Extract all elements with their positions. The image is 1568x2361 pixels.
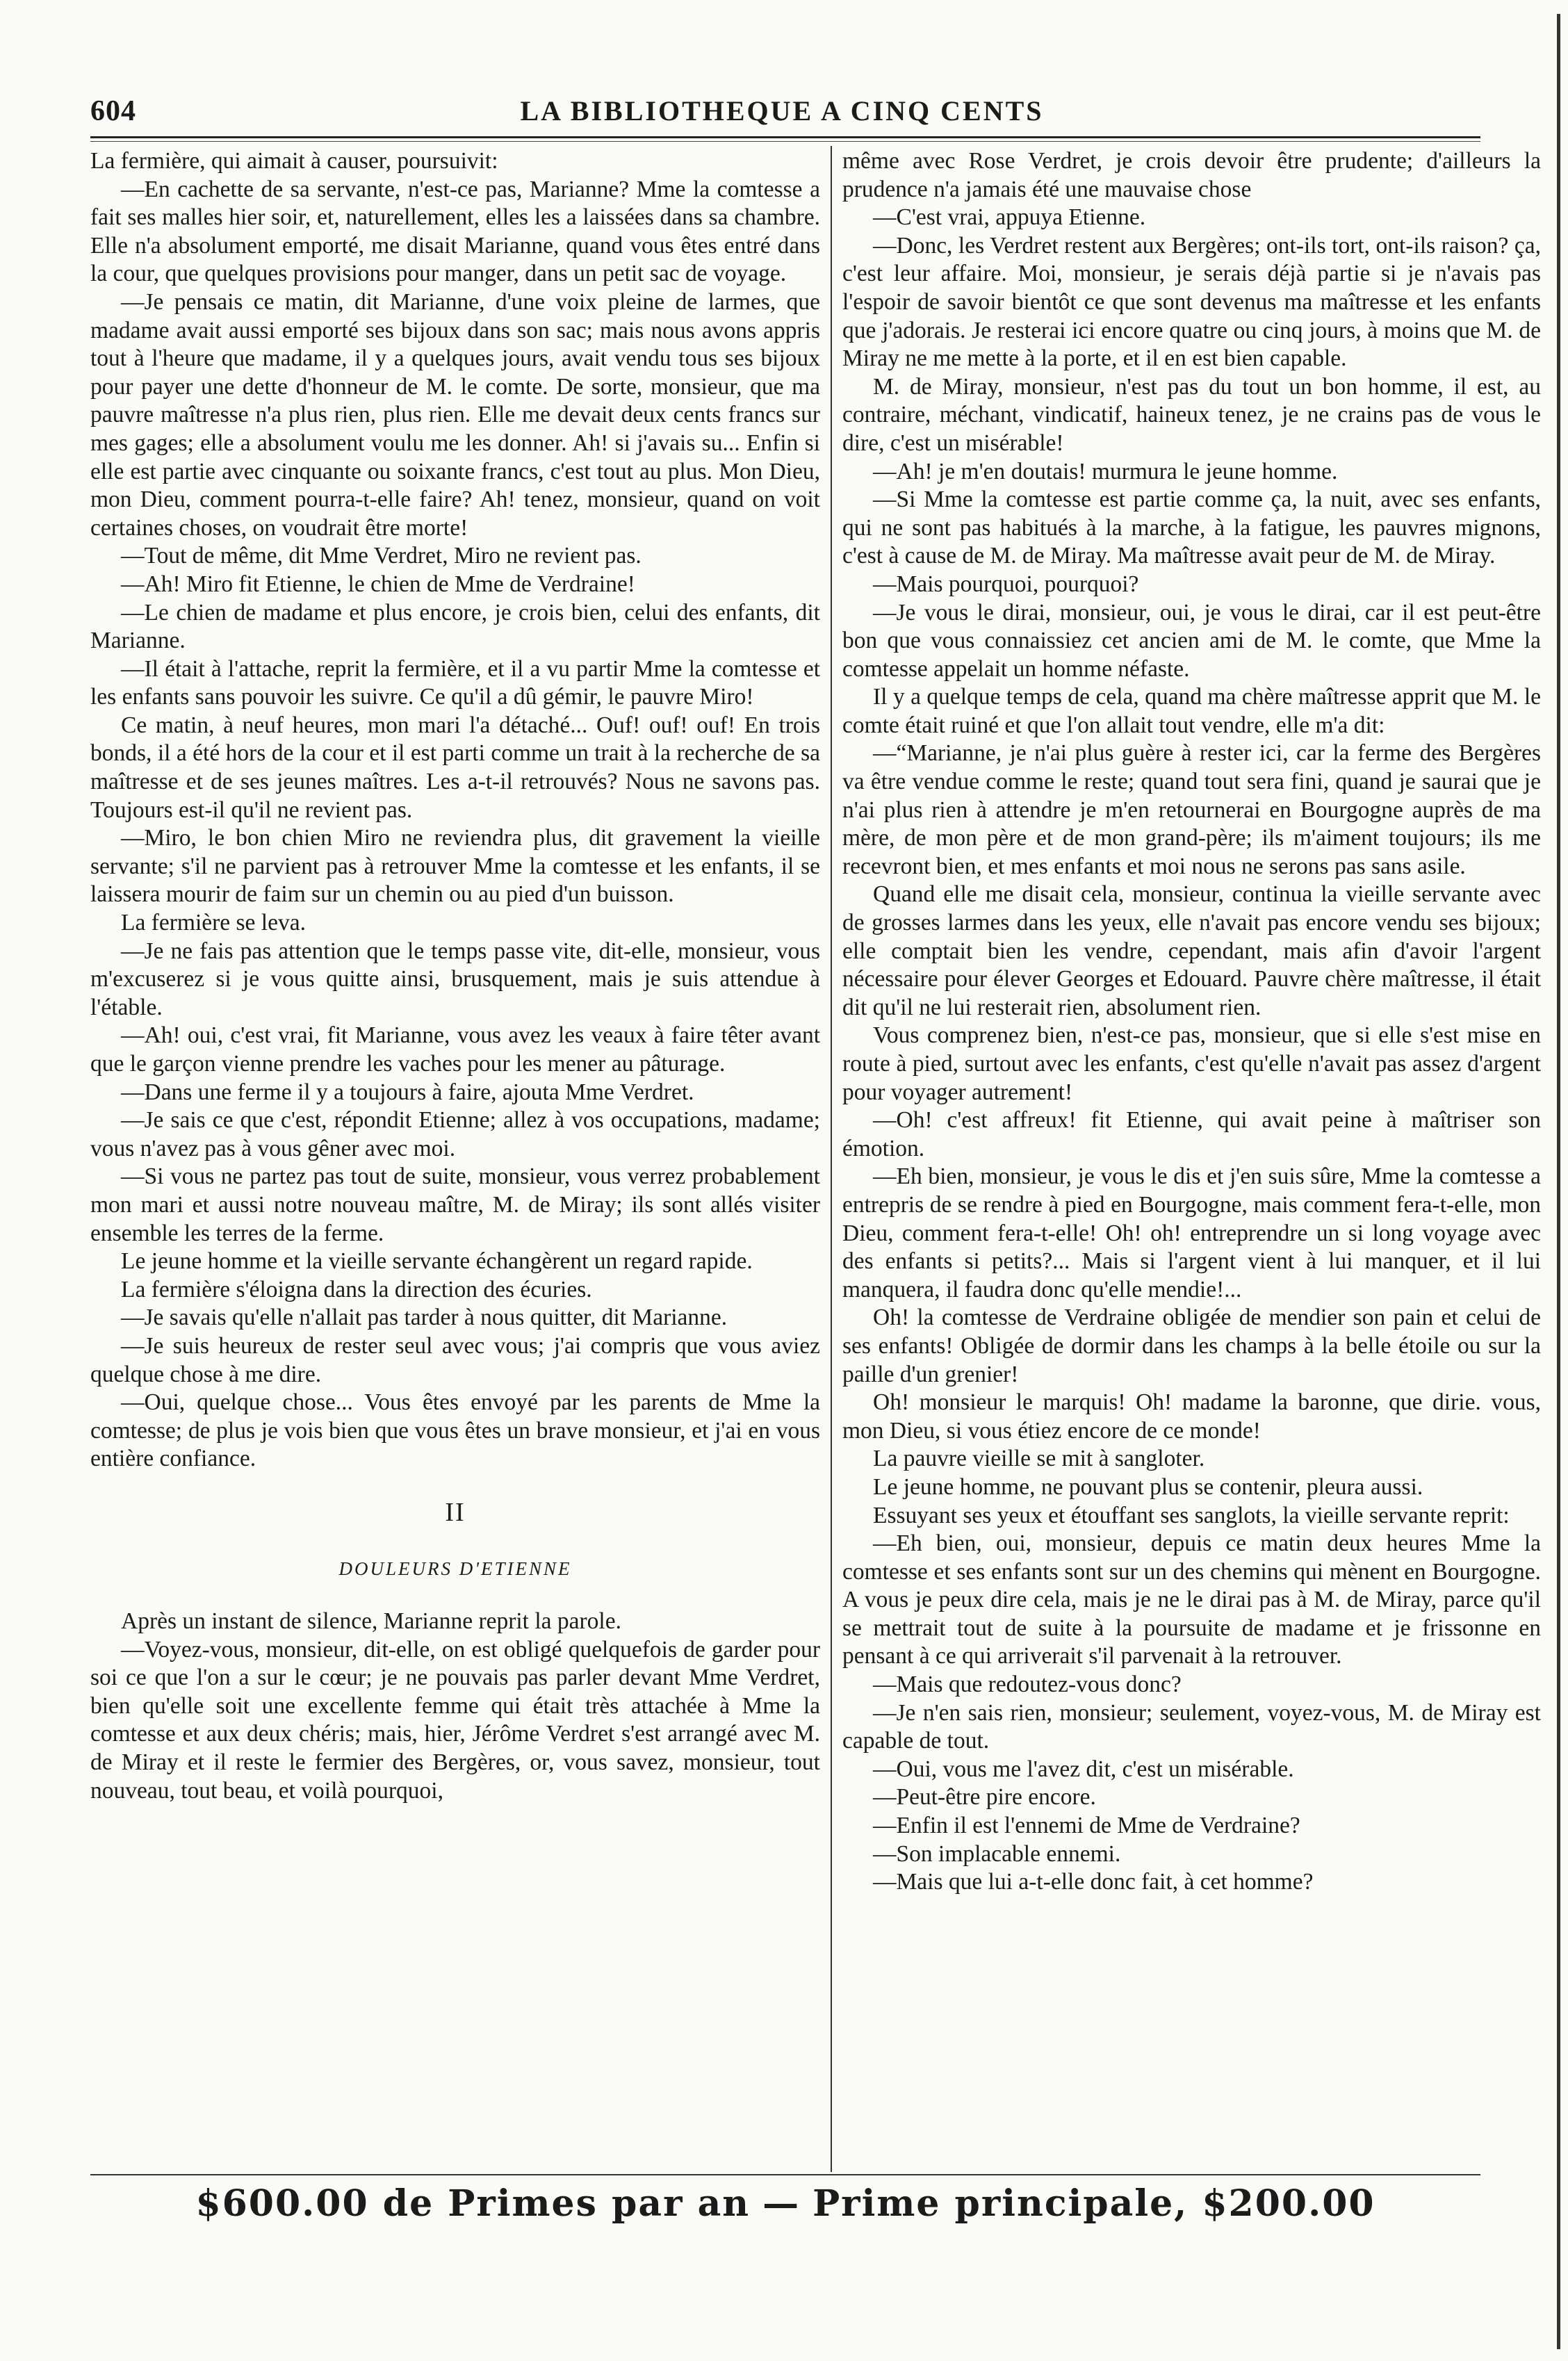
header-rule-thin xyxy=(90,141,1480,142)
paragraph: —C'est vrai, appuya Etienne. xyxy=(873,204,1146,231)
paragraph: —Dans une ferme il y a toujours à faire, ajouta Mme Verdret. xyxy=(121,1079,694,1105)
page-header xyxy=(83,89,1480,131)
paragraph: —Oui, vous me l'avez dit, c'est un misérable. xyxy=(873,1756,1294,1782)
paragraph: La fermière se leva. xyxy=(121,910,306,936)
running-title: LA BIBLIOTHEQUE A CINQ CENTS xyxy=(520,95,1044,126)
paragraph: Essuyant ses yeux et étouffant ses sanglots, la vieille servante reprit: xyxy=(873,1502,1510,1528)
paragraph: Après un instant de silence, Marianne reprit la parole. xyxy=(121,1608,621,1635)
paragraph: —Ah! je m'en doutais! murmura le jeune homme. xyxy=(873,458,1338,484)
page-edge xyxy=(1557,14,1560,2349)
paragraph: —Si vous ne partez pas tout de suite, monsieur, vous verrez probablement mon mari et aussi notre nouveau maître, M. de Miray; ils sont allés visiter ensemble les terres de la ferme. xyxy=(90,1163,820,1246)
paragraph: —Ah! oui, c'est vrai, fit Marianne, vous avez les veaux à faire têter avant que le garçon vienne prendre les vaches pour les mener au pâturage. xyxy=(90,1022,820,1077)
paragraph: —Mais pourquoi, pourquoi? xyxy=(873,571,1139,597)
right-column xyxy=(842,147,1541,1897)
paragraph: —Je sais ce que c'est, répondit Etienne; allez à vos occupations, madame; vous n'avez pas à vous gêner avec moi. xyxy=(90,1107,820,1161)
paragraph: —Miro, le bon chien Miro ne reviendra plus, dit gravement la vieille servante; s'il ne parvient pas à retrouver Mme la comtesse et les enfants, il se laissera mourir de faim sur un chemin ou au pied d'un buisson. xyxy=(90,825,820,908)
paragraph: —Si Mme la comtesse est partie comme ça, la nuit, avec ses enfants, qui ne sont pas habitués à la marche, à la fatigue, les pauvres mignons, c'est à cause de M. de Miray. Ma maîtresse avait peur de M. de Miray. xyxy=(842,487,1541,569)
paragraph: —Donc, les Verdret restent aux Bergères; ont-ils tort, ont-ils raison? ça, c'est leur affaire. Moi, monsieur, je serais déjà partie si je n'avais pas l'espoir de savoir bientôt ce que sont devenus ma maîtresse et les enfants que j'adorais. Je resterai ici encore quatre ou cinq jours, à moins que M. de Miray ne me mette à la porte, et il en est bien capable. xyxy=(842,232,1541,372)
paragraph: —“Marianne, je n'ai plus guère à rester ici, car la ferme des Bergères va être vendue comme le reste; quand tout sera fini, quand je saurai que je n'ai plus rien à attendre je m'en retournerai en Bourgogne auprès de ma mère, de mon père et de mon grand-père; ils m'aiment toujours; ils me recevront bien, et mes enfants et moi nous ne serons pas sans asile. xyxy=(842,740,1541,879)
page-footer xyxy=(90,2182,1480,2225)
paragraph: —Je ne fais pas attention que le temps passe vite, dit-elle, monsieur, vous m'excuserez si je vous quitte ainsi, brusquement, mais je suis attendue à l'étable. xyxy=(90,938,820,1020)
paragraph: —Tout de même, dit Mme Verdret, Miro ne revient pas. xyxy=(121,543,642,569)
paragraph: Ce matin, à neuf heures, mon mari l'a détaché... Ouf! ouf! ouf! En trois bonds, il a été hors de la cour et il est parti comme un trait à la recherche de sa maîtresse et de ses jeunes maîtres. Les a-t-il retrouvés? Nous ne savons pas. Toujours est-il qu'il ne revient pas. xyxy=(90,712,820,823)
footer-rule xyxy=(90,2174,1480,2175)
paragraph: La fermière, qui aimait à causer, poursuivit: xyxy=(90,148,498,174)
paragraph: —En cachette de sa servante, n'est-ce pas, Marianne? Mme la comtesse a fait ses malles hier soir, et, naturellement, elles les a laissées dans sa chambre. Elle n'a absolument emporté, me disait Marianne, quand vous êtes entré dans la cour, que quelques provisions pour manger, dans un petit sac de voyage. xyxy=(90,176,820,287)
paragraph: —Oui, quelque chose... Vous êtes envoyé par les parents de Mme la comtesse; de plus je vois bien que vous êtes un brave monsieur, et j'ai en vous entière confiance. xyxy=(90,1389,820,1472)
paragraph: —Je savais qu'elle n'allait pas tarder à nous quitter, dit Marianne. xyxy=(121,1305,728,1331)
paragraph: —Son implacable ennemi. xyxy=(873,1840,1121,1867)
footer-main-prize-text: Prime principale, $200.00 xyxy=(812,2182,1375,2225)
paragraph: Le jeune homme, ne pouvant plus se contenir, pleura aussi. xyxy=(873,1473,1423,1500)
paragraph: La fermière s'éloigna dans la direction des écuries. xyxy=(121,1276,592,1302)
footer-prizes-text: $600.00 de Primes par an xyxy=(195,2182,751,2225)
paragraph: —Enfin il est l'ennemi de Mme de Verdraine? xyxy=(873,1813,1300,1839)
paragraph: —Je suis heureux de rester seul avec vous; j'ai compris que vous aviez quelque chose à me dire. xyxy=(90,1332,820,1387)
paragraph: Vous comprenez bien, n'est-ce pas, monsieur, que si elle s'est mise en route à pied, surtout avec les enfants, c'est qu'elle n'avait pas assez d'argent pour voyager autrement! xyxy=(842,1022,1541,1105)
paragraph: —Je pensais ce matin, dit Marianne, d'une voix pleine de larmes, que madame avait aussi emporté ses bijoux dans son sac; mais nous avons appris tout à l'heure que madame, il y a quelques jours, avait vendu tous ses bijoux pour payer une dette d'honneur de M. le comte. De sorte, monsieur, que ma pauvre maîtresse n'a plus rien, plus rien. Elle me devait deux cents francs sur mes gages; elle a absolument voulu me les donner. Ah! si j'avais su... Enfin si elle est partie avec cinquante ou soixante francs, c'est tout au plus. Mon Dieu, mon Dieu, comment pourra-t-elle faire? Ah! tenez, monsieur, quand on voit certaines choses, on voudrait être morte! xyxy=(90,288,820,541)
header-rule xyxy=(90,136,1480,138)
paragraph: Oh! monsieur le marquis! Oh! madame la baronne, que dirie. vous, mon Dieu, si vous étiez encore de ce monde! xyxy=(842,1389,1541,1444)
paragraph: —Je n'en sais rien, monsieur; seulement, voyez-vous, M. de Miray est capable de tout. xyxy=(842,1699,1541,1754)
paragraph: —Mais que redoutez-vous donc? xyxy=(873,1672,1182,1698)
paragraph: —Eh bien, monsieur, je vous le dis et j'en suis sûre, Mme la comtesse a entrepris de se rendre à pied en Bourgogne, mais comment fera-t-elle, mon Dieu, comment fera-t-elle! Oh! oh! entreprendre un si long voyage avec des enfants si petits?... Mais si l'argent vient à lui manquer, et il lui manquera, il faudra donc qu'elle mendie!... xyxy=(842,1163,1541,1302)
column-divider xyxy=(831,146,832,2172)
paragraph: —Le chien de madame et plus encore, je crois bien, celui des enfants, dit Marianne. xyxy=(90,599,820,654)
paragraph: Il y a quelque temps de cela, quand ma chère maîtresse apprit que M. le comte était ruiné et que l'on allait tout vendre, elle m'a dit: xyxy=(842,684,1541,738)
paragraph: La pauvre vieille se mit à sangloter. xyxy=(873,1446,1205,1472)
paragraph: —Voyez-vous, monsieur, dit-elle, on est obligé quelquefois de garder pour soi ce que l'on a sur le cœur; je ne pouvais pas parler devant Mme Verdret, bien qu'elle soit une excellente femme qui était très attachée à Mme la comtesse et aux deux chéris; mais, hier, Jérôme Verdret s'est arrangé avec M. de Miray et il reste le fermier des Bergères, or, vous savez, monsieur, tout nouveau, tout beau, et voilà pourquoi, xyxy=(90,1636,820,1804)
footer-separator: — xyxy=(762,2182,801,2225)
page-number: 604 xyxy=(90,95,136,127)
chapter-number: II xyxy=(445,1497,466,1527)
left-column xyxy=(90,147,820,1805)
paragraph: —Ah! Miro fit Etienne, le chien de Mme de Verdraine! xyxy=(121,571,635,597)
paragraph: —Eh bien, oui, monsieur, depuis ce matin deux heures Mme la comtesse et ses enfants sont sur un des chemins qui mènent en Bourgogne. A vous je peux dire cela, mais je ne le dirai pas à M. de Miray, parce qu'il se mettrait tout de suite à la poursuite de madame et je frissonne en pensant à ce qui arriverait s'il parvenait à la retrouver. xyxy=(842,1530,1541,1669)
paragraph: même avec Rose Verdret, je crois devoir être prudente; d'ailleurs la prudence n'a jamais été une mauvaise chose xyxy=(842,148,1541,202)
chapter-title: DOULEURS D'ETIENNE xyxy=(338,1558,572,1579)
paragraph: —Il était à l'attache, reprit la fermière, et il a vu partir Mme la comtesse et les enfants sans pouvoir les suivre. Ce qu'il a dû gémir, le pauvre Miro! xyxy=(90,655,820,710)
paragraph: M. de Miray, monsieur, n'est pas du tout un bon homme, il est, au contraire, méchant, vindicatif, haineux tenez, je ne crains pas de vous le dire, c'est un misérable! xyxy=(842,373,1541,456)
paragraph: Quand elle me disait cela, monsieur, continua la vieille servante avec de grosses larmes dans les yeux, elle n'avait pas encore vendu ses bijoux; elle comptait bien les vendre, cependant, mais afin d'avoir l'argent nécessaire pour élever Georges et Edouard. Pauvre chère maîtresse, il était dit qu'il ne lui resterait rien, absolument rien. xyxy=(842,881,1541,1020)
paragraph: Le jeune homme et la vieille servante échangèrent un regard rapide. xyxy=(121,1248,753,1275)
paragraph: Oh! la comtesse de Verdraine obligée de mendier son pain et celui de ses enfants! Obligée de dormir dans les champs à la belle étoile ou sur la paille d'un grenier! xyxy=(842,1305,1541,1387)
paragraph: —Peut-être pire encore. xyxy=(873,1784,1096,1811)
paragraph: —Oh! c'est affreux! fit Etienne, qui avait peine à maîtriser son émotion. xyxy=(842,1107,1541,1161)
paragraph: —Mais que lui a-t-elle donc fait, à cet homme? xyxy=(873,1869,1314,1895)
paragraph: —Je vous le dirai, monsieur, oui, je vous le dirai, car il est peut-être bon que vous connaissiez cet ancien ami de M. le comte, que Mme la comtesse appelait un homme néfaste. xyxy=(842,599,1541,682)
